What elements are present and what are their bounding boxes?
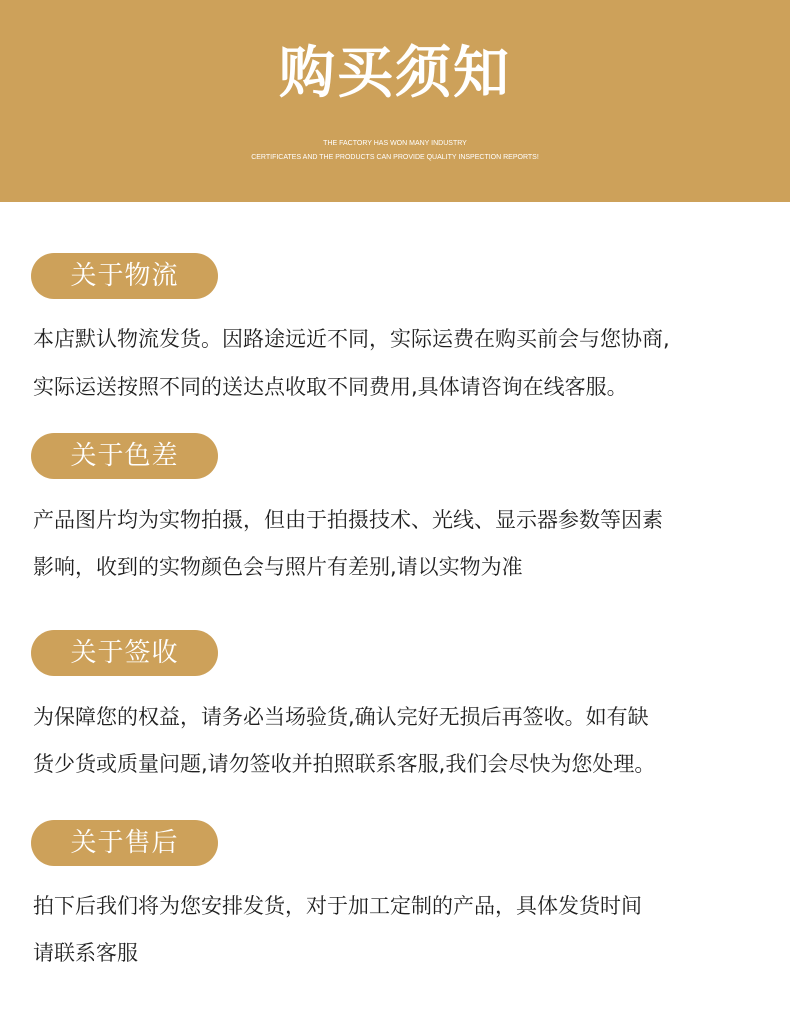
receipt-text-line-1: 为保障您的权益，请务必当场验货,确认完好无损后再签收。如有缺 — [33, 705, 649, 729]
header-subtitle-line-2: CERTIFICATES AND THE PRODUCTS CAN PROVIDE QUALITY INSPECTION REPORTS! — [251, 154, 539, 161]
color-difference-text-line-1: 产品图片均为实物拍摄，但由于拍摄技术、光线、显示器参数等因素 — [33, 508, 663, 532]
logistics-text-line-2: 实际运送按照不同的送达点收取不同费用,具体请咨询在线客服。 — [33, 375, 628, 399]
after-sales-text-line-1: 拍下后我们将为您安排发货，对于加工定制的产品，具体发货时间 — [33, 894, 642, 918]
header-subtitle-line-1: THE FACTORY HAS WON MANY INDUSTRY — [323, 140, 467, 147]
after-sales-text-line-2: 请联系客服 — [33, 941, 138, 965]
header-banner — [0, 0, 790, 202]
section-title-logistics: 关于物流 — [31, 253, 218, 299]
color-difference-text-line-2: 影响，收到的实物颜色会与照片有差别,请以实物为准 — [33, 555, 523, 579]
section-title-color-difference: 关于色差 — [31, 433, 218, 479]
section-title-receipt: 关于签收 — [31, 630, 218, 676]
receipt-text-line-2: 货少货或质量问题,请勿签收并拍照联系客服,我们会尽快为您处理。 — [33, 752, 656, 776]
section-title-after-sales: 关于售后 — [31, 820, 218, 866]
page-title: 购买须知 — [279, 41, 511, 106]
logistics-text-line-1: 本店默认物流发货。因路途远近不同，实际运费在购买前会与您协商, — [33, 327, 670, 351]
